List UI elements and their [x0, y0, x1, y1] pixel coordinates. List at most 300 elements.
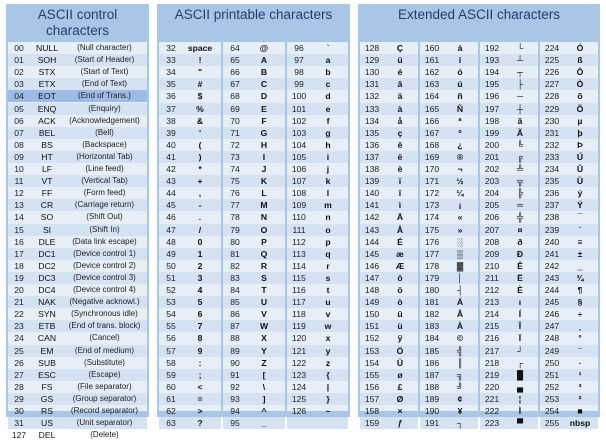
- control-description: (Cancel): [89, 333, 120, 343]
- code-value: 62: [166, 406, 176, 416]
- code-value: 156: [364, 381, 380, 392]
- printable-row: [223, 417, 285, 429]
- control-row: [8, 393, 147, 405]
- extended-character: ¥: [457, 406, 463, 416]
- code-value: 149: [364, 297, 380, 308]
- code-value: 105: [291, 151, 307, 162]
- code-value: 237: [544, 200, 560, 211]
- control-row: [8, 332, 147, 344]
- extended-character: Ù: [576, 176, 584, 187]
- printable-character: ;: [198, 369, 202, 380]
- code-value: 30: [14, 406, 24, 416]
- printable-character: 4: [197, 285, 203, 295]
- code-value: 00: [14, 43, 24, 53]
- extended-row: [540, 417, 598, 429]
- control-abbreviation: DC4: [38, 285, 56, 295]
- printable-character: C: [260, 79, 268, 90]
- control-row: [8, 272, 147, 284]
- printable-row: [159, 175, 221, 187]
- printable-character: R: [260, 260, 268, 271]
- code-value: 49: [166, 248, 176, 259]
- printable-row: [159, 308, 221, 320]
- code-value: 39: [166, 127, 176, 138]
- control-panel: [6, 4, 149, 441]
- extended-row: [480, 272, 538, 284]
- extended-character: ¡: [458, 200, 462, 211]
- extended-row: [420, 175, 478, 187]
- printable-character: Z: [261, 357, 267, 368]
- extended-row: [540, 284, 598, 296]
- code-value: 76: [230, 188, 240, 199]
- code-value: 231: [544, 127, 560, 138]
- code-value: 158: [364, 406, 380, 416]
- printable-row: [223, 66, 285, 78]
- code-value: 04: [14, 91, 24, 102]
- printable-row: [223, 405, 285, 417]
- extended-row: [360, 151, 418, 163]
- extended-character: ø: [397, 369, 403, 380]
- extended-row: [360, 90, 418, 102]
- control-title: ASCII control characters: [37, 7, 118, 38]
- extended-row: [480, 187, 538, 199]
- printable-character: }: [326, 393, 330, 404]
- extended-row: [360, 345, 418, 357]
- printable-character: J: [261, 164, 267, 174]
- printable-character: W: [259, 321, 269, 332]
- code-value: 200: [484, 139, 500, 150]
- code-value: 179: [424, 272, 440, 283]
- printable-character: 0: [197, 236, 203, 247]
- printable-row: [223, 199, 285, 211]
- control-description: (Negative acknowl.): [69, 297, 140, 307]
- extended-character: ■: [577, 406, 583, 416]
- extended-row: [360, 296, 418, 308]
- code-value: 110: [292, 212, 306, 223]
- printable-character: \: [262, 381, 266, 392]
- code-value: 202: [484, 164, 500, 174]
- extended-character: ▓: [456, 260, 464, 271]
- code-value: 215: [484, 321, 500, 332]
- printable-row: [159, 320, 221, 332]
- printable-character: n: [325, 212, 331, 223]
- control-row: [8, 90, 147, 102]
- printable-row: [159, 42, 221, 54]
- extended-row: [480, 284, 538, 296]
- extended-row: [420, 139, 478, 151]
- code-value: 73: [230, 151, 240, 162]
- extended-character: ¸: [578, 321, 582, 332]
- printable-row: [223, 90, 285, 102]
- code-value: 65: [230, 55, 240, 66]
- code-value: 10: [14, 164, 24, 174]
- extended-character: Ô: [576, 67, 584, 78]
- code-value: 220: [484, 381, 500, 392]
- code-value: 48: [166, 236, 176, 247]
- code-value: 72: [230, 139, 240, 150]
- code-value: 126: [291, 406, 307, 416]
- printable-title: ASCII printable characters: [174, 7, 333, 22]
- printable-character: >: [197, 406, 203, 416]
- control-row: [8, 139, 147, 151]
- extended-character: Ý: [577, 200, 583, 211]
- code-value: 246: [544, 309, 560, 320]
- printable-row: [287, 308, 348, 320]
- printable-character: j: [326, 164, 330, 174]
- code-value: 247: [544, 321, 560, 332]
- extended-character: õ: [577, 91, 583, 102]
- code-value: 255: [544, 418, 560, 429]
- code-value: 214: [484, 309, 500, 320]
- code-value: 16: [14, 236, 24, 247]
- code-value: 171: [424, 176, 440, 187]
- printable-character: V: [261, 309, 267, 320]
- printable-character: f: [326, 115, 330, 126]
- extended-character: ì: [398, 200, 402, 211]
- code-value: 199: [484, 127, 500, 138]
- control-abbreviation: STX: [38, 67, 56, 78]
- extended-character: ¾: [576, 272, 584, 283]
- code-value: 06: [14, 115, 24, 126]
- code-value: 136: [364, 139, 380, 150]
- extended-character: à: [397, 103, 403, 114]
- control-description: (Device control 3): [73, 272, 136, 282]
- extended-row: [540, 332, 598, 344]
- printable-character: U: [260, 297, 268, 308]
- printable-row: [287, 381, 348, 393]
- extended-character: Ì: [518, 406, 522, 416]
- code-value: 217: [484, 345, 500, 356]
- code-value: 51: [166, 272, 176, 283]
- code-value: 107: [291, 176, 307, 187]
- code-value: 167: [424, 127, 440, 138]
- printable-character: e: [325, 103, 331, 114]
- printable-character: %: [196, 103, 204, 114]
- printable-row: [287, 393, 348, 405]
- code-value: 119: [292, 321, 306, 332]
- extended-row: [360, 175, 418, 187]
- printable-row: [287, 357, 348, 369]
- control-abbreviation: DC1: [38, 248, 56, 259]
- code-value: 239: [544, 224, 560, 235]
- control-abbreviation: ETB: [38, 321, 56, 332]
- control-row: [8, 429, 147, 441]
- code-value: 69: [230, 103, 240, 114]
- extended-row: [420, 163, 478, 175]
- code-value: 132: [364, 91, 380, 102]
- extended-row: [480, 345, 538, 357]
- code-value: 164: [424, 91, 440, 102]
- extended-character: ‗: [577, 260, 583, 271]
- extended-character: £: [397, 381, 403, 392]
- code-value: 185: [424, 345, 440, 356]
- control-abbreviation: SO: [40, 212, 54, 223]
- printable-character: 3: [197, 272, 203, 283]
- extended-character: ┐: [456, 418, 464, 429]
- control-description: (Line feed): [85, 164, 124, 173]
- extended-character: Þ: [577, 139, 583, 150]
- extended-row: [360, 187, 418, 199]
- extended-row: [480, 381, 538, 393]
- extended-row: [480, 308, 538, 320]
- printable-character: |: [326, 381, 330, 392]
- code-value: 133: [364, 103, 380, 114]
- extended-character: ²: [578, 393, 582, 404]
- extended-character: ¼: [456, 188, 464, 199]
- code-value: 233: [544, 151, 560, 162]
- extended-character: ▄: [516, 381, 524, 392]
- printable-row: [223, 163, 285, 175]
- extended-row: [420, 260, 478, 272]
- extended-character: Á: [456, 297, 464, 308]
- extended-character: ã: [517, 115, 523, 126]
- extended-character: ƒ: [397, 418, 403, 429]
- code-value: 40: [166, 139, 176, 150]
- code-value: 198: [484, 115, 500, 126]
- printable-character: w: [324, 321, 332, 332]
- code-value: 219: [484, 369, 500, 380]
- extended-character: ─: [516, 91, 524, 102]
- code-value: 208: [484, 236, 500, 247]
- extended-character: Ä: [396, 212, 404, 223]
- control-description: (Shift In): [89, 224, 120, 234]
- printable-row: [287, 345, 348, 357]
- extended-row: [540, 103, 598, 115]
- printable-character: A: [260, 55, 268, 66]
- extended-row: [480, 127, 538, 139]
- code-value: 90: [230, 357, 240, 368]
- extended-row: [420, 393, 478, 405]
- code-value: 12: [14, 188, 24, 199]
- code-value: 18: [14, 260, 24, 271]
- code-value: 21: [14, 297, 24, 308]
- code-value: 22: [14, 309, 24, 320]
- code-value: 197: [484, 103, 500, 114]
- extended-character: å: [397, 115, 403, 126]
- code-value: 205: [484, 200, 500, 211]
- code-value: 17: [14, 248, 24, 259]
- printable-row: [159, 332, 221, 344]
- code-value: 191: [424, 418, 440, 429]
- extended-character: ÿ: [397, 333, 403, 344]
- control-row: [8, 78, 147, 90]
- extended-row: [540, 187, 598, 199]
- printable-row: [159, 139, 221, 151]
- code-value: 09: [14, 151, 24, 162]
- printable-row: [223, 127, 285, 139]
- code-value: 163: [424, 79, 440, 90]
- printable-character: ,: [198, 188, 202, 199]
- extended-row: [360, 308, 418, 320]
- extended-row: [420, 236, 478, 248]
- code-value: 32: [166, 43, 176, 53]
- code-value: 63: [166, 418, 176, 429]
- code-value: 86: [230, 309, 240, 320]
- code-value: 169: [424, 151, 440, 162]
- control-description: (Record separator): [70, 406, 139, 415]
- extended-row: [480, 248, 538, 260]
- code-value: 02: [14, 67, 24, 78]
- extended-character: ▒: [456, 248, 464, 259]
- extended-row: [480, 357, 538, 369]
- code-value: 66: [230, 67, 240, 78]
- printable-row: [223, 284, 285, 296]
- printable-row: [287, 90, 348, 102]
- code-value: 221: [484, 393, 500, 404]
- printable-character: 2: [197, 260, 203, 271]
- code-value: 227: [544, 79, 560, 90]
- code-value: 75: [230, 176, 240, 187]
- extended-title: Extended ASCII characters: [397, 7, 561, 22]
- printable-character: L: [261, 188, 267, 199]
- code-value: 206: [484, 212, 500, 223]
- code-value: 24: [14, 333, 24, 344]
- control-abbreviation: BS: [41, 139, 53, 150]
- extended-row: [420, 66, 478, 78]
- code-value: 166: [424, 115, 440, 126]
- printable-character: 5: [197, 297, 203, 308]
- code-value: 226: [544, 67, 560, 78]
- code-value: 128: [364, 43, 380, 53]
- code-value: 225: [544, 55, 560, 66]
- control-row: [8, 357, 147, 369]
- code-value: 70: [230, 115, 240, 126]
- extended-character: │: [457, 272, 463, 283]
- printable-character: B: [260, 67, 268, 78]
- code-value: 59: [166, 369, 176, 380]
- extended-character: æ: [396, 248, 404, 259]
- extended-row: [420, 127, 478, 139]
- printable-character: ': [198, 127, 202, 138]
- printable-row: [159, 187, 221, 199]
- control-abbreviation: SOH: [37, 55, 57, 66]
- control-row: [8, 236, 147, 248]
- code-value: 196: [484, 91, 500, 102]
- printable-character: ): [198, 151, 202, 162]
- control-abbreviation: FF: [41, 188, 53, 199]
- printable-character: v: [325, 309, 331, 320]
- extended-character: ó: [457, 67, 463, 78]
- code-value: 207: [484, 224, 500, 235]
- extended-character: Ö: [396, 345, 404, 356]
- code-value: 100: [291, 91, 307, 102]
- printable-row: [287, 54, 348, 66]
- extended-character: ª: [458, 115, 462, 126]
- code-value: 211: [485, 272, 499, 283]
- code-value: 114: [292, 260, 306, 271]
- printable-row: [287, 224, 348, 236]
- extended-character: ß: [577, 55, 583, 66]
- code-value: 192: [484, 43, 500, 53]
- printable-character: =: [197, 393, 203, 404]
- extended-row: [540, 115, 598, 127]
- code-value: 71: [230, 127, 240, 138]
- code-value: 150: [364, 309, 380, 320]
- control-abbreviation: EOT: [38, 91, 56, 102]
- printable-row: [159, 417, 221, 429]
- extended-character: î: [398, 188, 402, 199]
- code-value: 45: [166, 200, 176, 211]
- printable-character: H: [260, 139, 268, 150]
- code-value: 109: [291, 200, 307, 211]
- printable-character: Y: [261, 345, 267, 356]
- printable-row: [287, 66, 348, 78]
- control-description: (End of medium): [74, 345, 135, 355]
- code-value: 41: [166, 151, 176, 162]
- code-value: 249: [544, 345, 560, 356]
- code-value: 173: [424, 200, 440, 211]
- extended-character: â: [397, 79, 403, 90]
- printable-row: [287, 211, 348, 223]
- extended-row: [420, 272, 478, 284]
- code-value: 61: [166, 393, 176, 404]
- extended-character: Ê: [517, 260, 523, 271]
- printable-character: d: [325, 91, 331, 102]
- printable-character: s: [325, 272, 331, 283]
- extended-character: §: [577, 297, 583, 308]
- code-value: 112: [292, 236, 306, 247]
- printable-character: :: [198, 357, 202, 368]
- extended-character: Ò: [576, 79, 584, 90]
- extended-character: Ñ: [456, 103, 464, 114]
- control-row: [8, 199, 147, 211]
- control-abbreviation: CR: [40, 200, 54, 211]
- code-value: 19: [14, 272, 24, 283]
- printable-character: X: [261, 333, 267, 344]
- printable-row: [223, 272, 285, 284]
- printable-character: ~: [325, 406, 331, 416]
- extended-row: [540, 151, 598, 163]
- extended-row: [420, 199, 478, 211]
- printable-character: .: [198, 212, 202, 223]
- control-abbreviation: CAN: [37, 333, 57, 344]
- code-value: 201: [484, 151, 500, 162]
- code-value: 134: [364, 115, 380, 126]
- printable-row: [287, 332, 348, 344]
- control-description: (Enquiry): [88, 103, 121, 113]
- extended-row: [540, 66, 598, 78]
- extended-row: [360, 357, 418, 369]
- extended-character: ë: [397, 151, 403, 162]
- code-value: 175: [424, 224, 440, 235]
- code-value: 153: [364, 345, 380, 356]
- printable-row: [159, 127, 221, 139]
- code-value: 97: [294, 55, 304, 66]
- extended-row: [420, 42, 478, 54]
- extended-row: [360, 369, 418, 381]
- code-value: 159: [364, 418, 380, 429]
- code-value: 102: [291, 115, 307, 126]
- control-description: (Escape): [88, 369, 121, 379]
- extended-character: Æ: [395, 260, 405, 271]
- printable-column-3: [287, 42, 348, 416]
- printable-character: i: [326, 151, 330, 162]
- code-value: 248: [544, 333, 560, 344]
- control-description: (Synchronous idle): [71, 309, 138, 319]
- extended-row: [420, 284, 478, 296]
- code-value: 254: [544, 406, 560, 416]
- code-value: 44: [166, 188, 176, 199]
- printable-row: [287, 369, 348, 381]
- code-value: 162: [424, 67, 440, 78]
- code-value: 34: [166, 67, 176, 78]
- extended-character: «: [457, 212, 463, 223]
- extended-character: ┌: [516, 357, 524, 368]
- extended-row: [360, 284, 418, 296]
- code-value: 172: [424, 188, 440, 199]
- code-value: 187: [424, 369, 440, 380]
- extended-character: À: [456, 321, 464, 332]
- code-value: 137: [364, 151, 380, 162]
